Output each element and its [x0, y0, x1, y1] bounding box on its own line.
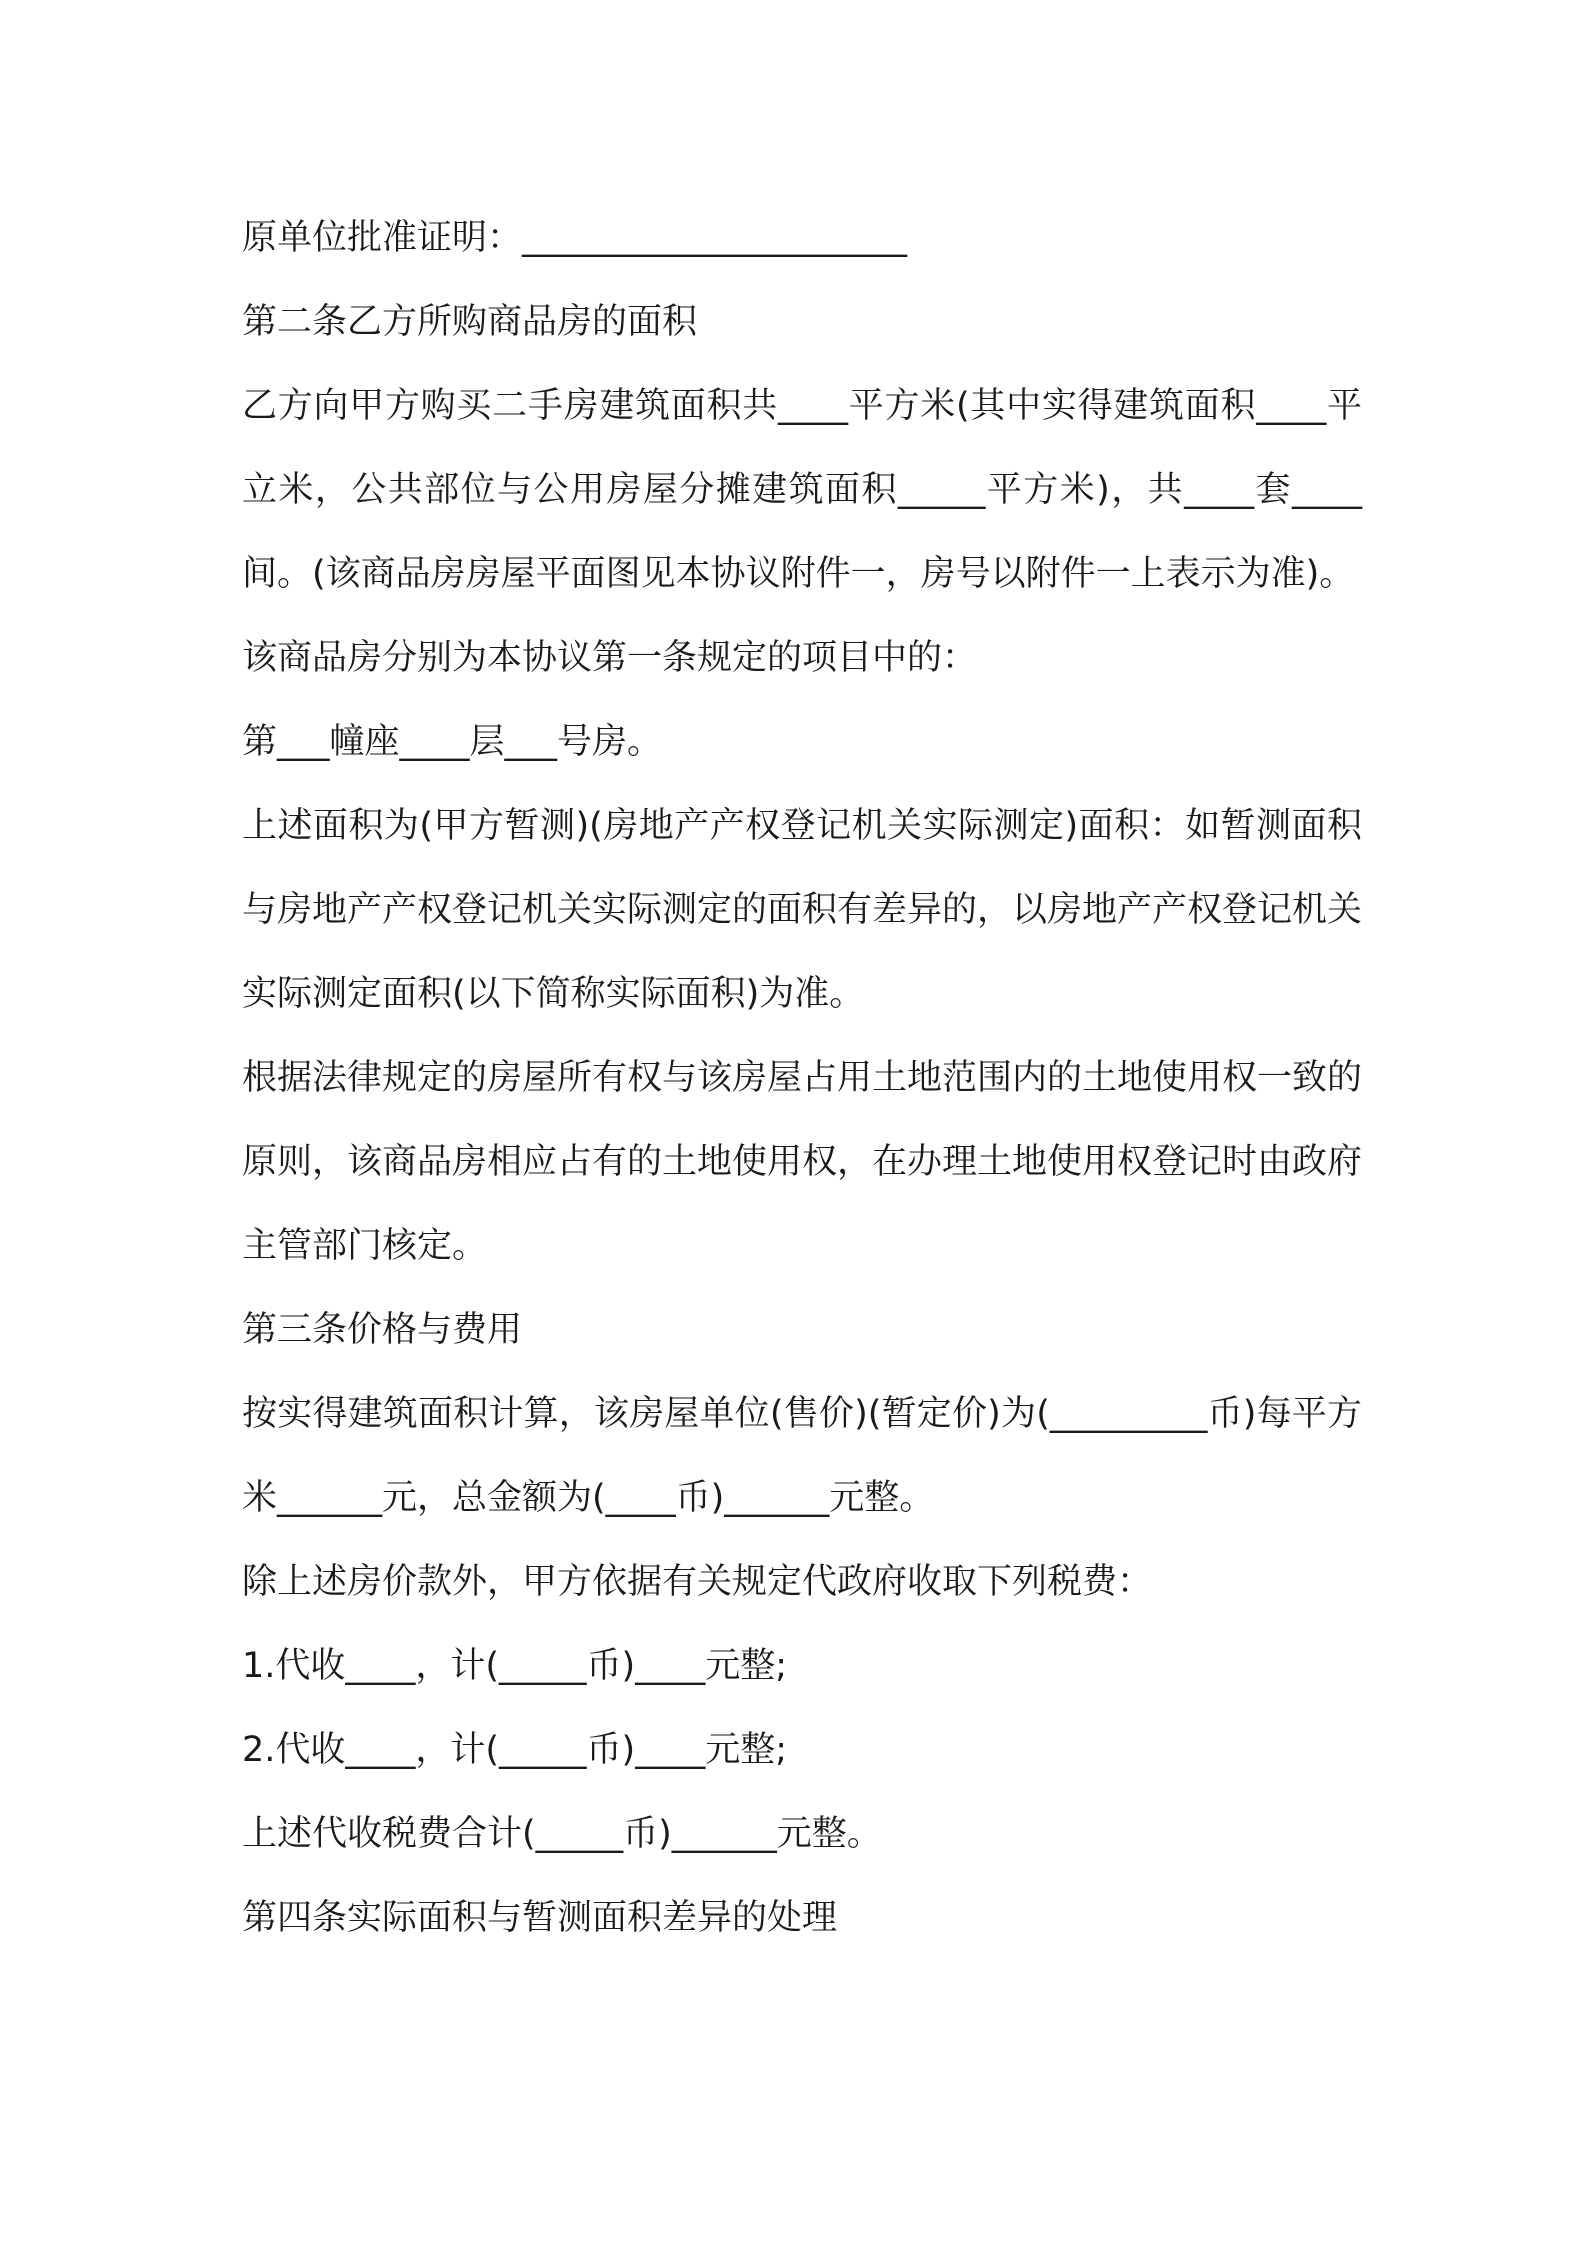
document-body [242, 196, 1362, 1960]
paragraph-area-purchase: 乙方向甲方购买二手房建筑面积共____平方米(其中实得建筑面积____平立米，公共部位与公用房屋分摊建筑面积_____平方米)，共____套____间。(该商品房房屋平面图见本协议附件一，房号以附件一上表示为准)。 [242, 386, 1362, 594]
paragraph-price: 按实得建筑面积计算，该房屋单位(售价)(暂定价)为(_________币)每平方米______元，总金额为(____币)______元整。 [242, 1394, 1362, 1518]
paragraph-land-use-right: 根据法律规定的房屋所有权与该房屋占用土地范围内的土地使用权一致的原则，该商品房相应占有的土地使用权，在办理土地使用权登记时由政府主管部门核定。 [242, 1058, 1363, 1266]
paragraph-room-number: 第___幢座____层___号房。 [242, 722, 663, 762]
heading-article-4: 第四条实际面积与暂测面积差异的处理 [242, 1898, 838, 1938]
paragraph-taxes-intro: 除上述房价款外，甲方依据有关规定代政府收取下列税费： [242, 1562, 1153, 1602]
paragraph-tax-total: 上述代收税费合计(_____币)______元整。 [242, 1814, 882, 1854]
paragraph-project-items: 该商品房分别为本协议第一条规定的项目中的： [242, 638, 978, 678]
paragraph-tax-item-1: 1.代收____，计(_____币)____元整; [242, 1646, 787, 1686]
heading-article-2: 第二条乙方所购商品房的面积 [242, 302, 698, 342]
paragraph-tax-item-2: 2.代收____，计(_____币)____元整; [242, 1730, 787, 1770]
paragraph-area-measurement: 上述面积为(甲方暂测)(房地产产权登记机关实际测定)面积：如暂测面积与房地产产权登记机关实际测定的面积有差异的，以房地产产权登记机关实际测定面积(以下简称实际面积)为准。 [242, 806, 1363, 1014]
heading-article-3: 第三条价格与费用 [242, 1310, 523, 1350]
paragraph-approval-proof: 原单位批准证明：______________________ [242, 218, 908, 258]
